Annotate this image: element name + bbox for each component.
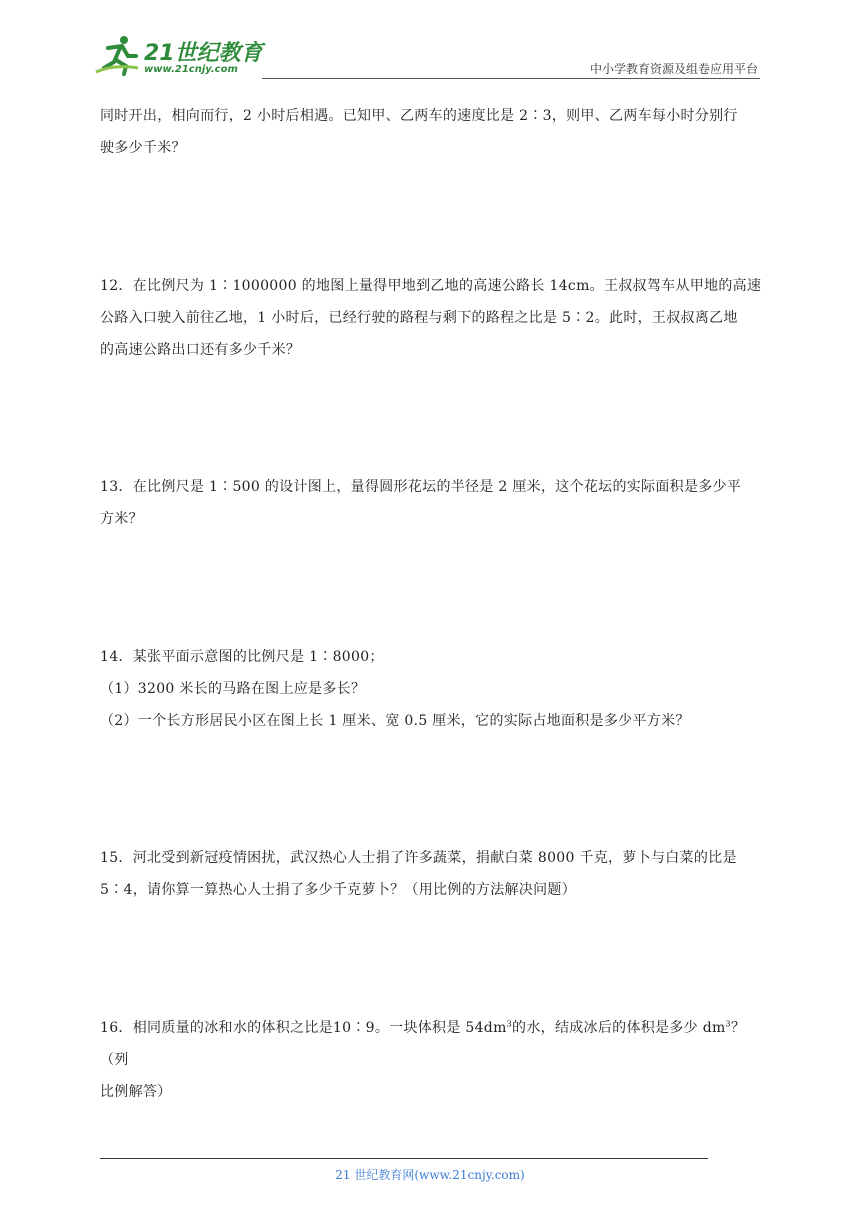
platform-name: 中小学教育资源及组卷应用平台 (589, 62, 758, 76)
logo-url: www.21cnjy.com (144, 64, 238, 75)
cube-superscript: 3 (725, 1019, 731, 1029)
logo-title: 21世纪教育 (144, 41, 263, 66)
problem-line: 驶多少千米？ (100, 140, 186, 156)
header-divider (262, 78, 760, 79)
problem-16 (100, 1012, 764, 1108)
problem-line: 同时开出，相向而行，2 小时后相遇。已知甲、乙两车的速度比是 2∶3，则甲、乙两车每小时分别行 (100, 108, 738, 124)
text-segment: 。一块体积是 54dm (374, 1020, 507, 1036)
text-segment: 的水，结成冰后的体积是多少 dm (512, 1020, 726, 1036)
problem-line: 的高速公路出口还有多少千米？ (100, 342, 301, 358)
problem-subquestion: （1）3200 米长的马路在图上应是多长？ (100, 681, 366, 697)
cube-superscript: 3 (506, 1019, 513, 1029)
problem-line: 5∶4，请你算一算热心人士捐了多少千克萝卜？（用比例的方法解决问题） (100, 882, 577, 898)
text-segment: ？（列 (100, 1020, 746, 1068)
problem-subquestion: （2）一个长方形居民小区在图上长 1 厘米、宽 0.5 厘米，它的实际占地面积是多少平方米？ (100, 713, 690, 729)
problem-line: 比例解答） (100, 1084, 172, 1100)
problem-11-continuation (100, 100, 764, 164)
footer-divider (100, 1158, 708, 1159)
footer-link[interactable]: 21 世纪教育网(www.21cnjy.com) (335, 1168, 525, 1182)
problem-line: 15．河北受到新冠疫情困扰，武汉热心人士捐了许多蔬菜，捐献白菜 8000 千克，萝卜与白菜的比是 (100, 850, 737, 866)
problem-line: 14．某张平面示意图的比例尺是 1∶8000； (100, 649, 384, 665)
problem-line (100, 1012, 764, 1076)
problem-13 (100, 471, 764, 535)
site-logo (94, 30, 264, 82)
problem-line: 方米？ (100, 511, 143, 527)
problem-15 (100, 842, 764, 906)
problem-12 (100, 270, 764, 366)
problem-14 (100, 641, 764, 737)
problem-line: 13．在比例尺是 1∶500 的设计图上，量得圆形花坛的半径是 2 厘米，这个花坛的实际面积是多少平 (100, 479, 742, 495)
text-segment: 16．相同质量的冰和水的体积之比是 (100, 1020, 333, 1036)
problem-line: 公路入口驶入前往乙地，1 小时后，已经行驶的路程与剩下的路程之比是 5∶2。此时，王叔叔离乙地 (100, 310, 738, 326)
ice-water-ratio: 10∶9 (332, 1020, 375, 1036)
running-figure-logo-icon (94, 34, 140, 76)
problem-line: 12．在比例尺为 1∶1000000 的地图上量得甲地到乙地的高速公路长 14cm。王叔叔驾车从甲地的高速 (100, 278, 762, 294)
